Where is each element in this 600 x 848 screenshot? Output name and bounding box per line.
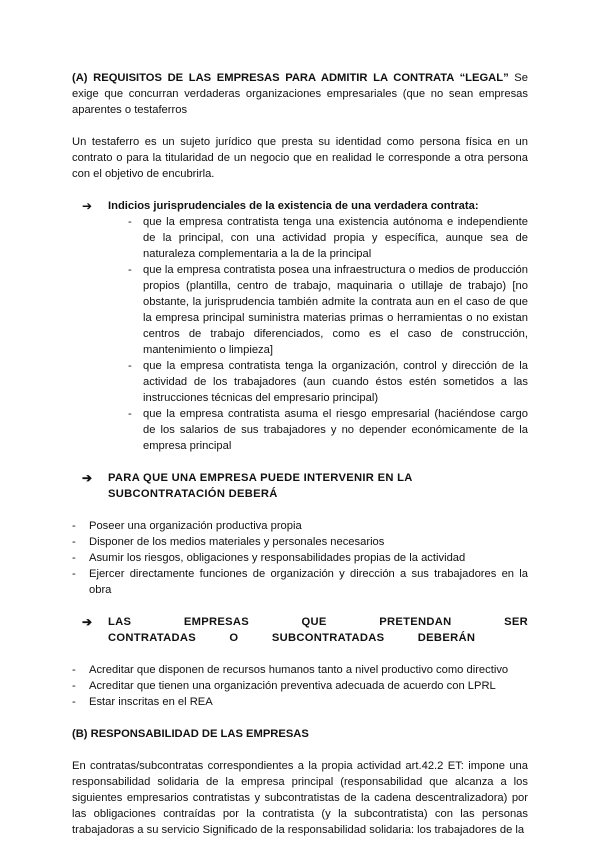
list-item	[72, 406, 528, 454]
dash-bullet: -	[128, 408, 132, 420]
section-b-paragraph: En contratas/subcontratas correspondientes a la propia actividad art.42.2 ET: impone una responsabilidad solidaria de la empresa principal (responsabilidad que alcanza a los siguientes empresarios contratistas y subcontratistas de la cadena descentralizadora) por las obligaciones contraídas por la contratista (y la subcontratista) con las personas trabajadoras a su servicio Significado de la responsabilidad solidaria: los trabajadores de la	[72, 760, 528, 836]
indicios-heading: Indicios jurisprudenciales de la existencia de una verdadera contrata:	[108, 200, 479, 212]
section-a-paragraph	[72, 70, 528, 118]
dash-bullet: -	[128, 216, 132, 228]
list-item-text: Poseer una organización productiva propia	[89, 520, 302, 532]
list-item-text: que la empresa contratista tenga una existencia autónoma e independiente de la principal, con una actividad propia y específica, aunque sea de naturaleza complementaria a la de la principal	[143, 216, 528, 260]
indicios-list	[72, 214, 528, 454]
subcontratacion-heading: PARA QUE UNA EMPRESA PUEDE INTERVENIR EN LA SUBCONTRATACIÓN DEBERÁ	[108, 472, 413, 500]
indicios-heading-row	[72, 198, 528, 214]
list-item	[72, 662, 528, 678]
list-item-text: Acreditar que disponen de recursos humanos tanto a nivel productivo como directivo	[89, 664, 509, 676]
list-item-text: Asumir los riesgos, obligaciones y responsabilidades propias de la actividad	[89, 552, 466, 564]
list-item-text: que la empresa contratista posea una infraestructura o medios de producción propios (plantilla, centro de trabajo, maquinaria o utillaje de trabajo) [no obstante, la jurisprudencia también admite la contrata aun en el caso de que la empresa principal suministra materias primas o herramientas o no existan centros de trabajo diferenciados, como es el caso de construcción, mantenimiento o limpieza]	[143, 264, 528, 356]
dash-bullet: -	[72, 696, 76, 708]
dash-bullet: -	[128, 360, 132, 372]
list-item-text: Disponer de los medios materiales y personales necesarios	[89, 536, 385, 548]
contratadas-heading: LAS EMPRESAS QUE PRETENDAN SER CONTRATADAS O SUBCONTRATADAS DEBERÁN	[108, 616, 528, 644]
list-item	[72, 550, 528, 566]
dash-bullet: -	[72, 552, 76, 564]
arrow-icon: ➔	[82, 471, 93, 485]
testaferro-paragraph: Un testaferro es un sujeto jurídico que presta su identidad como persona física en un contrato o para la titularidad de un negocio que en realidad le corresponde a otra persona con el objetivo de encubrirla.	[72, 136, 528, 180]
contratadas-heading-row	[72, 614, 528, 646]
list-item-text: Estar inscritas en el REA	[89, 696, 213, 708]
list-item	[72, 566, 528, 598]
dash-bullet: -	[72, 520, 76, 532]
section-b-heading: (B) RESPONSABILIDAD DE LAS EMPRESAS	[72, 728, 309, 740]
list-item	[72, 534, 528, 550]
contratadas-list	[72, 662, 528, 710]
dash-bullet: -	[128, 264, 132, 276]
list-item-text: que la empresa contratista asuma el riesgo empresarial (haciéndose cargo de los salarios de sus trabajadores y no depender económicamente de la empresa principal	[143, 408, 528, 452]
list-item-text: Acreditar que tienen una organización preventiva adecuada de acuerdo con LPRL	[89, 680, 496, 692]
dash-bullet: -	[72, 680, 76, 692]
arrow-icon: ➔	[82, 199, 93, 213]
subcontratacion-list	[72, 518, 528, 598]
subcontratacion-heading-row	[72, 470, 528, 502]
dash-bullet: -	[72, 568, 76, 580]
section-a-heading: (A) REQUISITOS DE LAS EMPRESAS PARA ADMITIR LA CONTRATA “LEGAL”	[72, 72, 509, 84]
list-item	[72, 262, 528, 358]
list-item	[72, 678, 528, 694]
list-item	[72, 358, 528, 406]
dash-bullet: -	[72, 536, 76, 548]
dash-bullet: -	[72, 664, 76, 676]
list-item-text: que la empresa contratista tenga la organización, control y dirección de la actividad de los trabajadores (aun cuando éstos estén sometidos a las instrucciones técnicas del empresario principal)	[143, 360, 528, 404]
list-item	[72, 518, 528, 534]
arrow-icon: ➔	[82, 615, 93, 629]
document-page	[72, 70, 528, 838]
list-item-text: Ejercer directamente funciones de organización y dirección a sus trabajadores en la obra	[89, 568, 528, 596]
list-item	[72, 694, 528, 710]
section-a-intro: Se exige que concurran verdaderas organizaciones empresariales (que no sean empresas aparentes o testaferros	[72, 72, 528, 116]
list-item	[72, 214, 528, 262]
